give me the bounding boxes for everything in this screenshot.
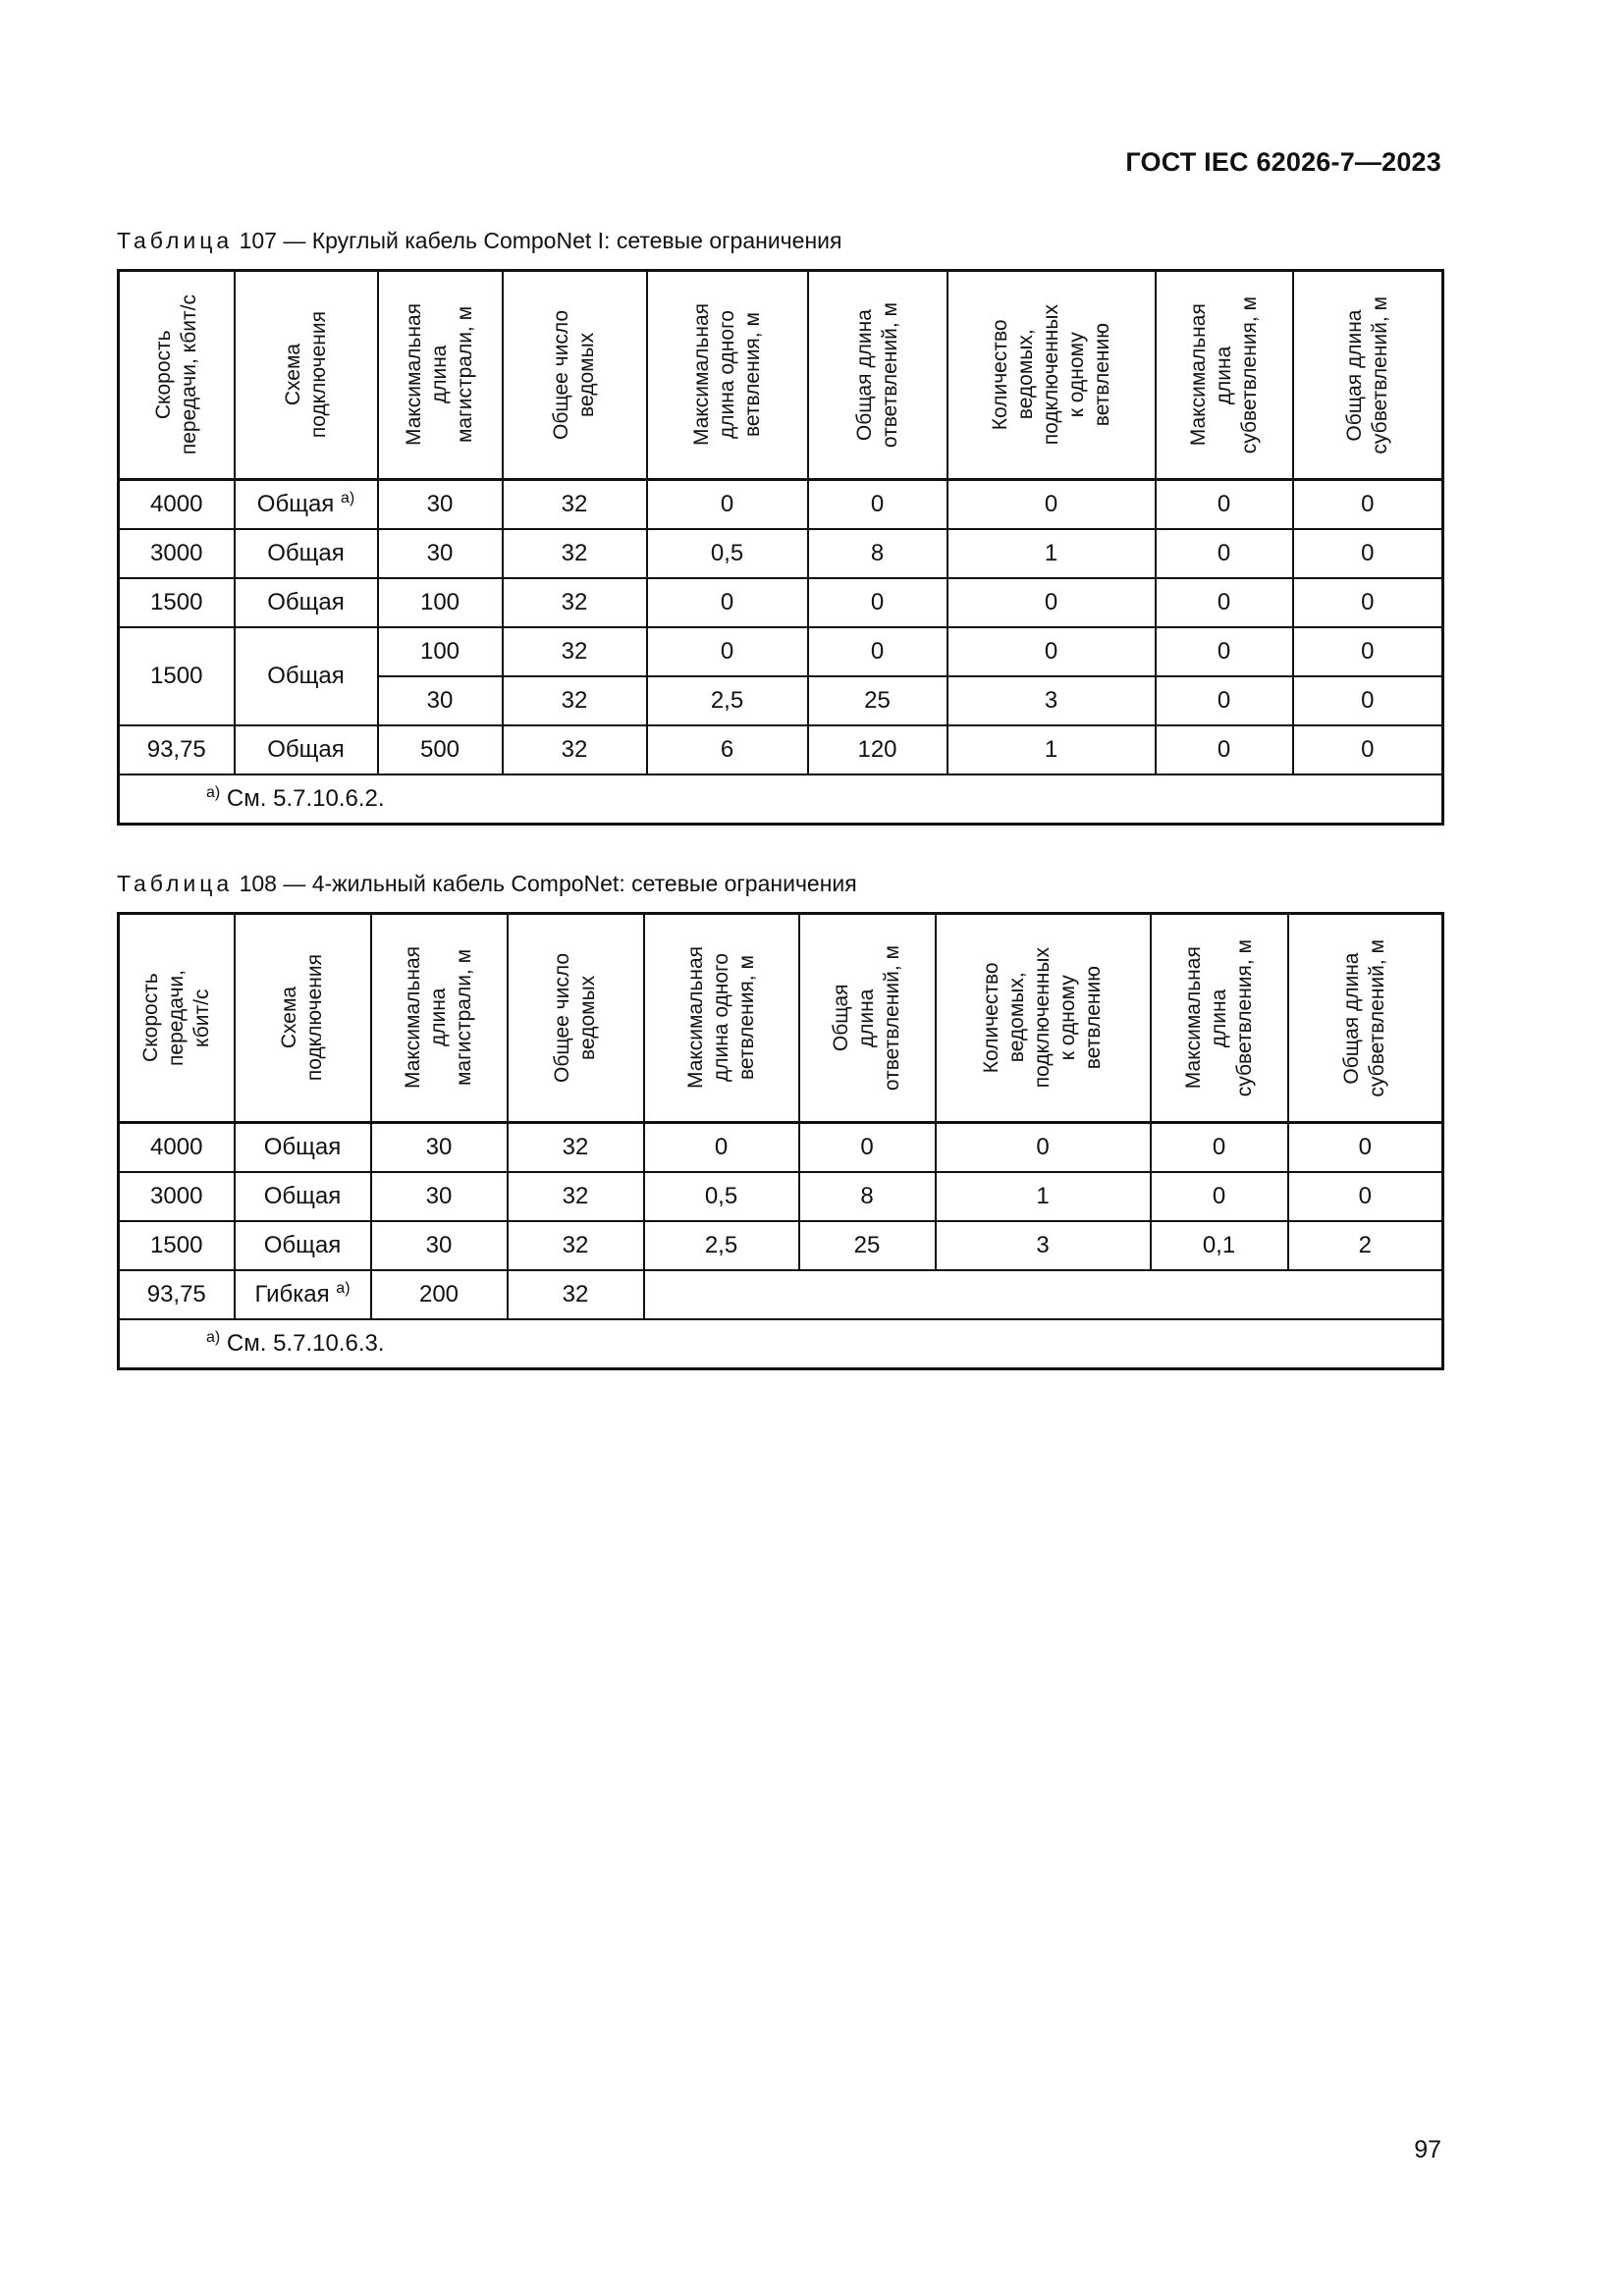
table-cell: 32 (508, 1172, 644, 1221)
note-mark: а) (206, 784, 221, 801)
table-cell: 4000 (119, 480, 235, 530)
table-cell: 2,5 (644, 1221, 799, 1270)
caption-prefix: Таблица (117, 228, 234, 253)
table-cell: 1 (947, 529, 1156, 578)
table-cell: Общая (235, 1172, 371, 1221)
caption-prefix: Таблица (117, 871, 234, 896)
table-note (119, 774, 1443, 825)
table-cell: 32 (503, 480, 647, 530)
table-cell: 0,1 (1151, 1221, 1288, 1270)
table-cell: 32 (508, 1270, 644, 1319)
table-cell: 0 (1288, 1123, 1443, 1173)
table-row (119, 1172, 1443, 1221)
table-cell: 0,5 (644, 1172, 799, 1221)
header-cell: Общее число ведомых (508, 914, 644, 1123)
table-cell: 0 (947, 627, 1156, 676)
table-cell: 3 (936, 1221, 1151, 1270)
table-cell: 0 (1156, 676, 1293, 725)
table-cell: 0 (1293, 725, 1443, 774)
table-cell: Общая (235, 725, 378, 774)
table-row (119, 480, 1443, 530)
table-cell: 0 (647, 480, 808, 530)
table-108-header-row (119, 914, 1443, 1123)
table-cell: Общая (235, 529, 378, 578)
header-cell: Скорость передачи, кбит/с (119, 271, 235, 480)
table-107-header-row (119, 271, 1443, 480)
table-cell: 100 (378, 627, 503, 676)
document-code: ГОСТ IEC 62026-7—2023 (1125, 147, 1441, 177)
table-cell: 1 (947, 725, 1156, 774)
footnote-mark: a) (336, 1280, 351, 1297)
table-cell: 32 (503, 725, 647, 774)
table-cell: Общая (235, 1123, 371, 1173)
table-cell: 0 (1151, 1123, 1288, 1173)
table-cell: 0 (1156, 529, 1293, 578)
header-cell: Максимальная длина субветвления, м (1156, 271, 1293, 480)
table-cell: 0 (1293, 529, 1443, 578)
table-cell: 200 (371, 1270, 508, 1319)
table-108 (117, 912, 1444, 1370)
header-cell: Скорость передачи, кбит/с (119, 914, 235, 1123)
table-cell: 6 (647, 725, 808, 774)
table-cell: 0 (1293, 480, 1443, 530)
table-cell: 32 (503, 627, 647, 676)
table-cell: 0 (1293, 627, 1443, 676)
header-cell: Максимальная длина одного ветвления, м (647, 271, 808, 480)
caption-text: 107 — Круглый кабель CompoNet I: сетевые ограничения (239, 228, 842, 253)
table-cell: 1500 (119, 578, 235, 627)
table-107-caption (117, 228, 1441, 254)
table-cell: 25 (808, 676, 947, 725)
table-cell: 0 (947, 480, 1156, 530)
table-cell: 32 (508, 1123, 644, 1173)
table-cell: 0 (1151, 1172, 1288, 1221)
table-cell: 0 (1156, 578, 1293, 627)
table-row (119, 1123, 1443, 1173)
table-cell: 0 (647, 578, 808, 627)
table-cell: 32 (503, 578, 647, 627)
table-cell: 3 (947, 676, 1156, 725)
table-cell: 25 (799, 1221, 936, 1270)
note-text: См. 5.7.10.6.3. (226, 1330, 385, 1357)
table-cell: 100 (378, 578, 503, 627)
table-note-row (119, 774, 1443, 825)
table-note-row (119, 1319, 1443, 1369)
table-cell: 1500 (119, 627, 235, 725)
header-cell: Количество ведомых, подключенных к одному ветвлению (947, 271, 1156, 480)
table-cell: 4000 (119, 1123, 235, 1173)
table-108-caption (117, 871, 1441, 897)
table-cell: 0 (808, 480, 947, 530)
table-row (119, 1221, 1443, 1270)
page-number: 97 (1414, 2136, 1441, 2163)
table-cell: 30 (371, 1123, 508, 1173)
header-cell: Количество ведомых, подключенных к одному ветвлению (936, 914, 1151, 1123)
note-text: См. 5.7.10.6.2. (226, 785, 385, 812)
table-cell: 8 (808, 529, 947, 578)
table-107 (117, 269, 1444, 826)
empty-merged-cell (644, 1270, 1443, 1319)
caption-text: 108 — 4-жильный кабель CompoNet: сетевые ограничения (239, 871, 857, 896)
table-row (119, 578, 1443, 627)
table-row (119, 627, 1443, 676)
table-cell: 2,5 (647, 676, 808, 725)
table-cell: 0 (644, 1123, 799, 1173)
table-cell: 2 (1288, 1221, 1443, 1270)
table-cell: 120 (808, 725, 947, 774)
table-cell: 1500 (119, 1221, 235, 1270)
header-cell: Схема подключения (235, 271, 378, 480)
table-cell: 0 (947, 578, 1156, 627)
table-row (119, 1270, 1443, 1319)
table-cell: 0 (799, 1123, 936, 1173)
table-cell: 30 (371, 1221, 508, 1270)
header-cell: Общая длина ответвлений, м (799, 914, 936, 1123)
table-cell: 0 (808, 627, 947, 676)
table-cell: 30 (371, 1172, 508, 1221)
header-cell: Общая длина субветвлений, м (1288, 914, 1443, 1123)
table-note (119, 1319, 1443, 1369)
table-cell: 30 (378, 676, 503, 725)
table-cell: 32 (503, 676, 647, 725)
table-cell: 0 (647, 627, 808, 676)
header-cell: Схема подключения (235, 914, 371, 1123)
header-cell: Общая длина ответвлений, м (808, 271, 947, 480)
table-cell: Общая (235, 627, 378, 725)
header-cell: Максимальная длина магистрали, м (378, 271, 503, 480)
table-cell: 32 (508, 1221, 644, 1270)
table-cell: 30 (378, 529, 503, 578)
table-cell: 0 (808, 578, 947, 627)
table-cell: 0 (1293, 676, 1443, 725)
header-cell: Общее число ведомых (503, 271, 647, 480)
header-cell: Максимальная длина субветвления, м (1151, 914, 1288, 1123)
table-cell: 500 (378, 725, 503, 774)
table-cell: 30 (378, 480, 503, 530)
header-cell: Максимальная длина магистрали, м (371, 914, 508, 1123)
table-cell: 1 (936, 1172, 1151, 1221)
table-cell: 0 (1156, 627, 1293, 676)
table-row (119, 529, 1443, 578)
table-cell: 0 (1288, 1172, 1443, 1221)
table-cell: 3000 (119, 529, 235, 578)
table-row (119, 725, 1443, 774)
table-cell: 0 (1156, 725, 1293, 774)
table-cell: 93,75 (119, 725, 235, 774)
table-cell: Общая (235, 578, 378, 627)
table-cell: Общая (235, 1221, 371, 1270)
table-cell: Гибкая $^{a)}$ (235, 1270, 371, 1319)
note-mark: а) (206, 1329, 221, 1346)
table-cell: 0 (1293, 578, 1443, 627)
table-107-block (117, 228, 1441, 826)
table-cell: Общая $^{a)}$ (235, 480, 378, 530)
table-cell: 0,5 (647, 529, 808, 578)
table-cell: 0 (936, 1123, 1151, 1173)
table-cell: 93,75 (119, 1270, 235, 1319)
header-cell: Максимальная длина одного ветвления, м (644, 914, 799, 1123)
table-cell: 32 (503, 529, 647, 578)
table-cell: 3000 (119, 1172, 235, 1221)
footnote-mark: a) (340, 490, 355, 507)
table-108-block (117, 871, 1441, 1370)
header-cell: Общая длина субветвлений, м (1293, 271, 1443, 480)
table-cell: 0 (1156, 480, 1293, 530)
table-cell: 8 (799, 1172, 936, 1221)
